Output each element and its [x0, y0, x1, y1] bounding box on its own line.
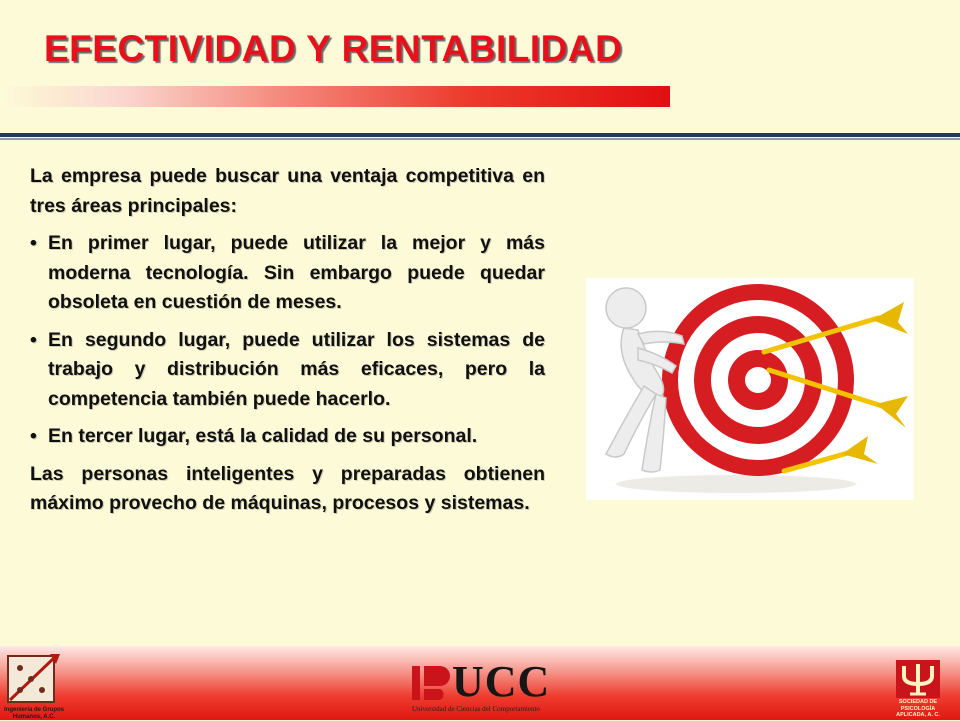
- figure-pushing-target-with-darts-icon: [586, 278, 914, 500]
- slide-body: [30, 162, 545, 527]
- header-divider-light: [0, 138, 960, 140]
- list-item: [30, 326, 545, 415]
- left-logo-caption: Ingeniería de Grupos Humanos, A.C.: [3, 707, 64, 720]
- closing-paragraph: Las personas inteligentes y preparadas obtienen máximo provecho de máquinas, procesos y sistemas.: [30, 462, 545, 514]
- bullet-list: [30, 229, 545, 452]
- slide-title: EFECTIVIDAD Y RENTABILIDAD: [44, 28, 623, 69]
- bullet-marker: •: [30, 328, 37, 351]
- header-divider: [0, 133, 960, 137]
- bullet-text: En primer lugar, puede utilizar la mejor y más moderna tecnología. Sin embargo puede quedar obsoleta en cuestión de meses.: [48, 232, 545, 313]
- list-item: [30, 229, 545, 318]
- bullet-text: En tercer lugar, está la calidad de su personal.: [48, 425, 478, 447]
- title-gradient-bar: [0, 86, 670, 107]
- list-item: [30, 422, 545, 452]
- ucc-logo: [410, 658, 560, 718]
- right-logo-caption: SOCIEDAD DE PSICOLOGÍA APLICADA, A. C.: [896, 699, 940, 718]
- ucc-subtitle: Universidad de Ciencias del Comportamiento: [412, 705, 540, 713]
- psi-trident-logo-icon: [896, 660, 940, 698]
- intro-paragraph: La empresa puede buscar una ventaja competitiva en tres áreas principales:: [30, 165, 545, 217]
- igh-dice-arrow-logo-icon: [6, 652, 60, 706]
- bullet-text: En segundo lugar, puede utilizar los sistemas de trabajo y distribución más eficaces, pero la competencia también puede hacerlo.: [48, 328, 545, 410]
- bullet-marker: •: [30, 425, 37, 447]
- ucc-name: UCC: [452, 657, 551, 706]
- ucc-emblem-icon: [410, 662, 450, 702]
- bullet-marker: •: [30, 232, 37, 254]
